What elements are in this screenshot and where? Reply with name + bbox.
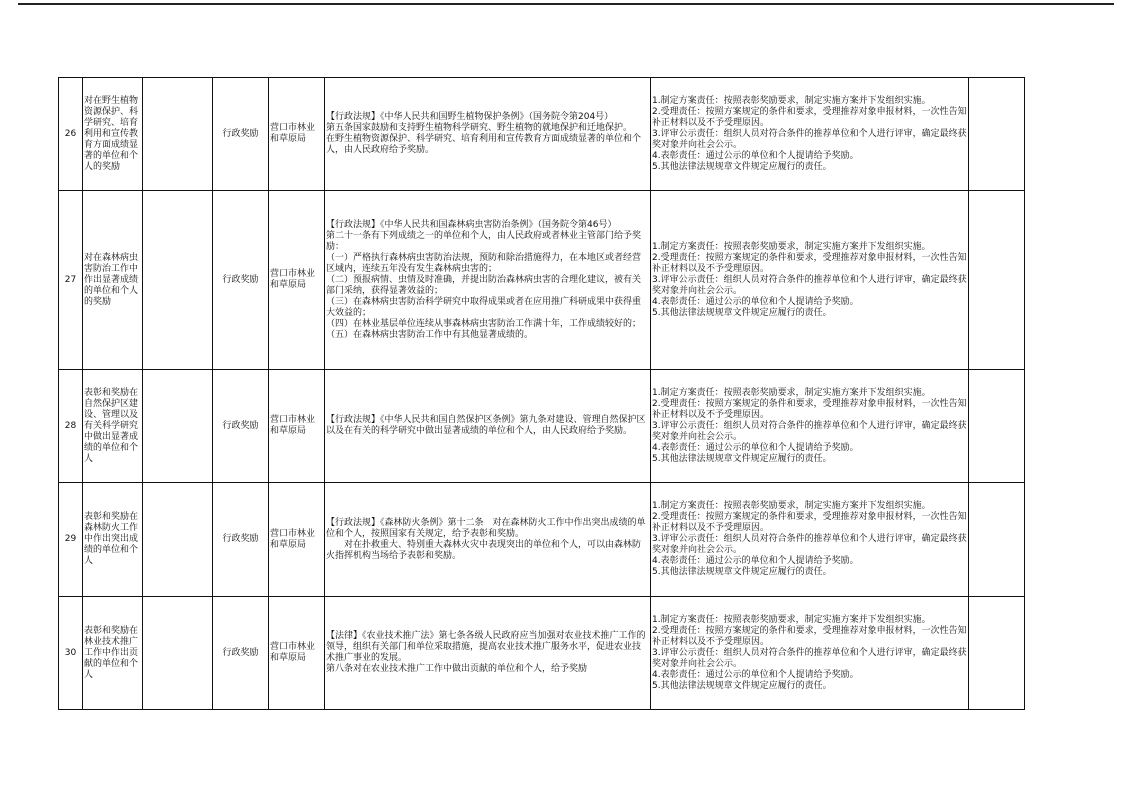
resp-line: 5.其他法律法规规章文件规定应履行的责任。	[652, 161, 832, 172]
item-name: 表彰和奖励在林业技术推广工作中作出贡献的单位和个人	[83, 597, 143, 710]
resp-line: 4.表彰责任：通过公示的单位和个人提请给予奖励。	[652, 296, 859, 307]
department: 营口市林业和草原局	[269, 483, 325, 597]
item-name: 对在野生植物资源保护、科学研究、培育利用和宣传教育方面成绩显著的单位和个人的奖励	[83, 78, 143, 191]
legal-basis	[325, 191, 651, 370]
responsibilities	[651, 191, 969, 370]
resp-line: 2.受理责任：按照方案规定的条件和要求，受理推荐对象申报材料，一次性告知补正材料以及不予受理原因。	[652, 625, 967, 647]
row-number: 30	[59, 597, 83, 710]
basis-line: （五）在森林病虫害防治工作中有其他显著成绩的。	[326, 329, 534, 340]
basis-line: 【行政法规】《森林防火条例》第十二条 对在森林防火工作中作出突出成绩的单位和个人，按照国家有关规定，给予表彰和奖励。	[326, 517, 646, 539]
resp-line: 2.受理责任：按照方案规定的条件和要求，受理推荐对象申报材料，一次性告知补正材料以及不予受理原因。	[652, 106, 967, 128]
department: 营口市林业和草原局	[269, 191, 325, 370]
resp-line: 4.表彰责任：通过公示的单位和个人提请给予奖励。	[652, 556, 859, 566]
table-row	[59, 597, 1025, 710]
resp-line: 4.表彰责任：通过公示的单位和个人提请给予奖励。	[652, 150, 859, 161]
resp-line: 1.制定方案责任：按照表彰奖励要求，制定实施方案并下发组织实施。	[652, 614, 931, 625]
resp-line: 5.其他法律法规规章文件规定应履行的责任。	[652, 307, 832, 318]
resp-line: 3.评审公示责任：组织人员对符合条件的推荐单位和个人进行评审，确定最终获奖对象并向社会公示。	[652, 647, 967, 669]
resp-line: 5.其他法律法规规章文件规定应履行的责任。	[652, 680, 832, 691]
empty-cell	[969, 78, 1025, 191]
item-name: 表彰和奖励在自然保护区建设、管理以及有关科学研究中做出显著成绩的单位和个人	[83, 370, 143, 483]
table-row	[59, 370, 1025, 483]
department: 营口市林业和草原局	[269, 597, 325, 710]
resp-line: 2.受理责任：按照方案规定的条件和要求，受理推荐对象申报材料，一次性告知补正材料以及不予受理原因。	[652, 512, 967, 533]
responsibilities	[651, 483, 969, 597]
basis-line: 第八条对在农业技术推广工作中做出贡献的单位和个人，给予奖励	[326, 664, 588, 674]
basis-line: （四）在林业基层单位连续从事森林病虫害防治工作满十年，工作成绩较好的；	[326, 318, 642, 329]
row-number: 28	[59, 370, 83, 483]
empty-cell	[143, 597, 213, 710]
resp-line: 1.制定方案责任：按照表彰奖励要求，制定实施方案并下发组织实施。	[652, 241, 931, 252]
basis-line: 第五条国家鼓励和支持野生植物科学研究、野生植物的就地保护和迁地保护。	[326, 123, 633, 133]
empty-cell	[143, 78, 213, 191]
resp-line: 5.其他法律法规规章文件规定应履行的责任。	[652, 453, 832, 464]
table-row	[59, 483, 1025, 597]
resp-line: 3.评审公示责任：组织人员对符合条件的推荐单位和个人进行评审，确定最终获奖对象并向社会公示。	[652, 274, 967, 296]
row-number: 26	[59, 78, 83, 191]
empty-cell	[969, 370, 1025, 483]
item-name: 对在森林病虫害防治工作中作出显著成绩的单位和个人的奖励	[83, 191, 143, 370]
table-body	[59, 78, 1025, 710]
department: 营口市林业和草原局	[269, 370, 325, 483]
empty-cell	[969, 597, 1025, 710]
item-type: 行政奖励	[213, 191, 269, 370]
row-number: 27	[59, 191, 83, 370]
empty-cell	[969, 483, 1025, 597]
resp-line: 4.表彰责任：通过公示的单位和个人提请给予奖励。	[652, 669, 859, 680]
basis-line: 【行政法规】《中华人民共和国自然保护区条例》第九条对建设、管理自然保护区以及在有关的科学研究中做出显著成绩的单位和个人，由人民政府给予奖励。	[326, 415, 646, 436]
resp-line: 1.制定方案责任：按照表彰奖励要求，制定实施方案并下发组织实施。	[652, 387, 931, 398]
item-type: 行政奖励	[213, 483, 269, 597]
power-list-table	[58, 77, 1025, 710]
basis-line: 【法律】《农业技术推广法》第七条各级人民政府应当加强对农业技术推广工作的领导，组织有关部门和单位采取措施，提高农业技术推广服务水平，促进农业技术推广事业的发展。	[326, 631, 646, 663]
legal-basis	[325, 370, 651, 483]
item-type: 行政奖励	[213, 78, 269, 191]
resp-line: 1.制定方案责任：按照表彰奖励要求，制定实施方案并下发组织实施。	[652, 501, 931, 511]
top-rule	[18, 3, 1114, 5]
basis-line: 对在扑救重大、特别重大森林火灾中表现突出的单位和个人，可以由森林防火指挥机构当场给予表彰和奖励。	[326, 539, 642, 561]
resp-line: 3.评审公示责任：组织人员对符合条件的推荐单位和个人进行评审，确定最终获奖对象并向社会公示。	[652, 534, 967, 555]
responsibilities	[651, 597, 969, 710]
resp-line: 2.受理责任：按照方案规定的条件和要求，受理推荐对象申报材料，一次性告知补正材料以及不予受理原因。	[652, 252, 967, 274]
resp-line: 3.评审公示责任：组织人员对符合条件的推荐单位和个人进行评审，确定最终获奖对象并向社会公示。	[652, 420, 967, 442]
basis-line: 在野生植物资源保护、科学研究、培育利用和宣传教育方面成绩显著的单位和个人，由人民政府给予奖励。	[326, 134, 642, 155]
basis-line: 【行政法规】《中华人民共和国森林病虫害防治条例》（国务院令第46号）	[326, 219, 617, 230]
responsibilities	[651, 78, 969, 191]
item-type: 行政奖励	[213, 370, 269, 483]
legal-basis	[325, 78, 651, 191]
resp-line: 3.评审公示责任：组织人员对符合条件的推荐单位和个人进行评审，确定最终获奖对象并向社会公示。	[652, 128, 967, 150]
item-type: 行政奖励	[213, 597, 269, 710]
empty-cell	[969, 191, 1025, 370]
resp-line: 1.制定方案责任：按照表彰奖励要求，制定实施方案并下发组织实施。	[652, 95, 931, 106]
basis-line: 【行政法规】《中华人民共和国野生植物保护条例》（国务院令第204号）	[326, 112, 614, 122]
resp-line: 5.其他法律法规规章文件规定应履行的责任。	[652, 567, 832, 577]
empty-cell	[143, 370, 213, 483]
resp-line: 4.表彰责任：通过公示的单位和个人提请给予奖励。	[652, 442, 859, 453]
table-row	[59, 191, 1025, 370]
legal-basis	[325, 483, 651, 597]
resp-line: 2.受理责任：按照方案规定的条件和要求，受理推荐对象申报材料，一次性告知补正材料以及不予受理原因。	[652, 398, 967, 420]
item-name: 表彰和奖励在森林防火工作中作出突出成绩的单位和个人	[83, 483, 143, 597]
department: 营口市林业和草原局	[269, 78, 325, 191]
empty-cell	[143, 191, 213, 370]
responsibilities	[651, 370, 969, 483]
empty-cell	[143, 483, 213, 597]
basis-line: （三）在森林病虫害防治科学研究中取得成果或者在应用推广科研成果中获得重大效益的；	[326, 296, 642, 318]
basis-line: （一）严格执行森林病虫害防治法规，预防和除治措施得力，在本地区或者经营区域内，连续五年没有发生森林病虫害的；	[326, 252, 642, 274]
basis-line: （二）预报病情、虫情及时准确，并提出防治森林病虫害的合理化建议，被有关部门采纳，获得显著效益的；	[326, 274, 642, 296]
legal-basis	[325, 597, 651, 710]
row-number: 29	[59, 483, 83, 597]
table-row	[59, 78, 1025, 191]
basis-line: 第二十一条有下列成绩之一的单位和个人，由人民政府或者林业主管部门给予奖励：	[326, 230, 642, 252]
